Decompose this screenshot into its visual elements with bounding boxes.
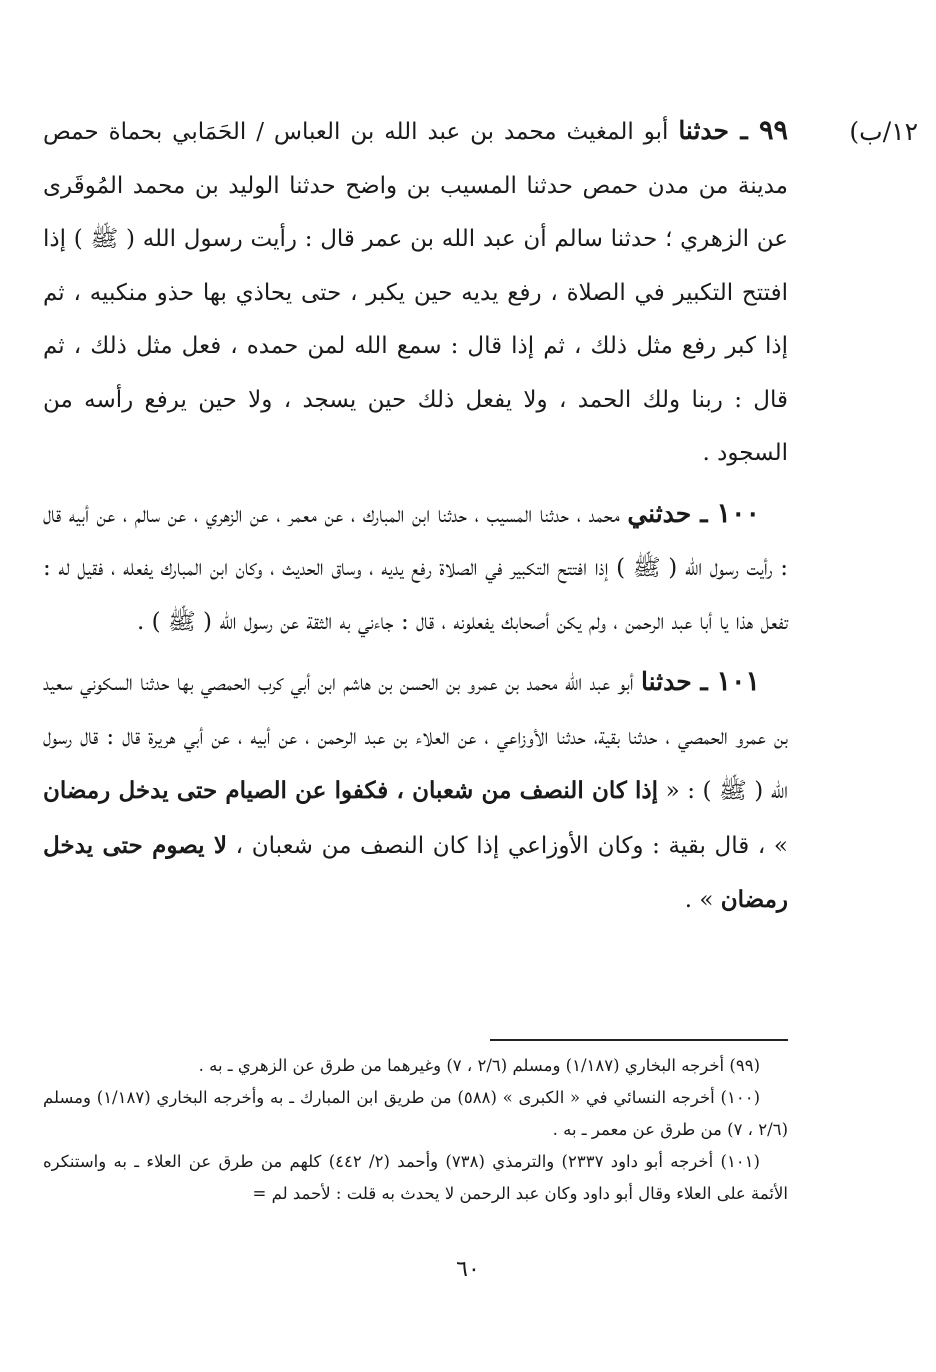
hadith-dash: ـ <box>691 498 717 528</box>
hadith-text: أبو عبد الله محمد بن عمرو بن الحسن بن هاشم ابن أبي كرب الحمصي بها حدثنا السكوني سعيد بن عمرو الحمصي ، حدثنا بقية، حدثنا الأوزاعي ، عن العلاء بن عبد الرحمن ، عن أبيه ، عن أبي هريرة قال : قال رسول الله ( ﷺ ) : « <box>43 670 788 804</box>
manuscript-folio-reference: ١٢/ب) <box>849 117 918 146</box>
main-text <box>43 104 788 928</box>
hadith-text: أبو المغيث محمد بن عبد الله بن العباس / الحَمَابي بحماة حمص مدينة من مدن حمص حدثنا المسيب بن واضح حدثنا الوليد بن محمد المُوقَرى عن الزهري ؛ حدثنا سالم أن عبد الله بن عمر قال : رأيت رسول الله ( ﷺ ) إذا افتتح التكبير في الصلاة ، رفع يديه حين يكبر ، حتى يحاذي بها حذو منكبيه ، ثم إذا كبر رفع مثل ذلك ، ثم إذا قال : سمع الله لمن حمده ، فعل مثل ذلك ، ثم قال : ربنا ولك الحمد ، ولا يفعل ذلك حين يسجد ، ولا حين يرفع رأسه من السجود . <box>43 119 788 466</box>
page-number: ٦٠ <box>456 1257 480 1282</box>
hadith-101 <box>43 655 788 928</box>
hadith-number: ٩٩ <box>759 115 789 146</box>
hadith-dash: ـ <box>691 667 717 696</box>
hadith-opener: حدثنا <box>640 667 692 696</box>
hadith-100 <box>43 487 788 650</box>
footnote: (١٠٠) أخرجه النسائي في « الكبرى » (٥٨٨) من طريق ابن المبارك ـ به وأخرجه البخاري (١/١٨٧) ومسلم (٢/٦ ، ٧) من طرق عن معمر ـ به . <box>43 1088 788 1139</box>
hadith-text: محمد ، حدثنا المسيب ، حدثنا ابن المبارك ، عن معمر ، عن الزهري ، عن سالم ، عن أبيه قال : رأيت رسول الله ( ﷺ ) إذا افتتح التكبير في الصلاة رفع يديه ، وساق الحديث ، وكان ابن المبارك يفعله ، فقيل له : تفعل هذا يا أبا عبد الرحمن ، ولم يكن أصحابك يفعلونه ، قال : جاءني به الثقة عن رسول الله ( ﷺ ) . <box>43 501 788 635</box>
hadith-number: ١٠٠ <box>716 497 760 529</box>
hadith-opener: حدثنا <box>678 116 730 145</box>
hadith-text: » ، قال بقية : وكان الأوزاعي إذا كان النصف من شعبان ، <box>227 832 788 859</box>
hadith-quoted-text: إذا كان النصف من شعبان ، فكفوا عن الصيام حتى يدخل رمضان <box>43 777 659 804</box>
hadith-number: ١٠١ <box>716 666 760 697</box>
footnotes <box>43 1050 788 1210</box>
hadith-dash: ـ <box>729 116 759 145</box>
hadith-quoted-text: لا يصوم حتى يدخل رمضان <box>43 831 788 913</box>
footnote: (١٠١) أخرجه أبو داود ٢٣٣٧) والترمذي (٧٣٨) وأحمد (٢/ ٤٤٢) كلهم من طرق عن العلاء ـ به واستنكره الأئمة على العلاء وقال أبو داود وكان عبد الرحمن لا يحدث به قلت : لأحمد لم = <box>43 1152 788 1203</box>
footnote: (٩٩) أخرجه البخاري (١/١٨٧) ومسلم (٢/٦ ، ٧) وغيرهما من طرق عن الزهري ـ به . <box>198 1056 760 1075</box>
hadith-text: » . <box>684 887 721 913</box>
hadith-99 <box>43 104 788 481</box>
hadith-opener: حدثني <box>627 498 692 528</box>
footnote-separator <box>490 1039 788 1041</box>
